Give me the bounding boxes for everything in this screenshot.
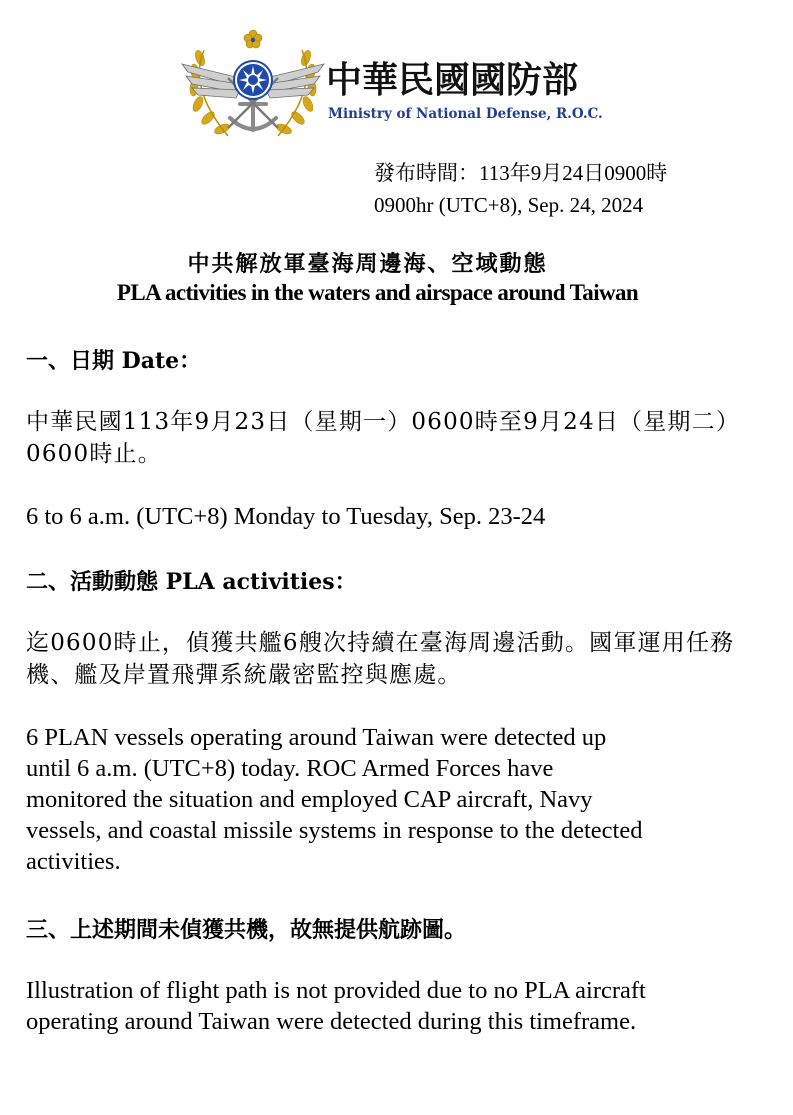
mnd-emblem-icon [178,28,328,146]
section-activities-en [26,722,771,877]
section-activities-zh: 迄0600時止，偵獲共艦6艘次持續在臺海周邊活動。國軍運用任務機、艦及岸置飛彈系統嚴密監控與應處。 [26,630,735,688]
section-date-zh: 中華民國113年9月23日（星期一）0600時至9月24日（星期二）0600時止。 [26,409,741,467]
release-time-en: 0900hr (UTC+8), Sep. 24, 2024 [374,193,644,217]
activities-en-line: 6 PLAN vessels operating around Taiwan were detected up [26,724,607,751]
ministry-name-en: Ministry of National Defense, R.O.C. [328,106,603,122]
ministry-header [178,28,638,148]
section-date-heading: 一、日期 Date： [26,348,202,374]
section-flight-path-heading: 三、上述期間未偵獲共機，故無提供航跡圖。 [26,917,467,943]
page-title-en: PLA activities in the waters and airspace around Taiwan [116,280,639,305]
section-date-en: 6 to 6 a.m. (UTC+8) Monday to Tuesday, Sep. 23-24 [26,503,546,530]
section-activities-heading: 二、活動動態 PLA activities： [26,569,357,595]
activities-en-line: until 6 a.m. (UTC+8) today. ROC Armed Forces have [26,755,554,782]
activities-en-line: monitored the situation and employed CAP aircraft, Navy [26,786,593,813]
activities-en-line: activities. [26,848,121,875]
flight-path-en-line: Illustration of flight path is not provided due to no PLA aircraft [26,977,646,1004]
ministry-name-zh: 中華民國國防部 [326,60,579,101]
flight-path-en-line: operating around Taiwan were detected during this timeframe. [26,1008,637,1035]
section-flight-path-en [26,975,771,1037]
activities-en-line: vessels, and coastal missile systems in response to the detected [26,817,643,844]
release-time [374,157,667,221]
release-time-zh: 發布時間：113年9月24日0900時 [374,161,668,185]
page-title-zh: 中共解放軍臺海周邊海、空域動態 [187,251,548,277]
